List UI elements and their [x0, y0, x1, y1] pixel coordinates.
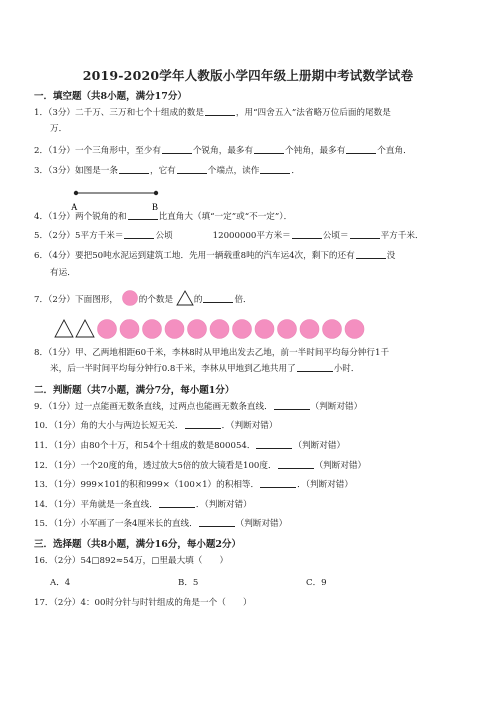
answer-blank[interactable] — [203, 293, 233, 303]
pink-circle-shape — [233, 320, 252, 339]
answer-blank[interactable] — [278, 459, 314, 469]
answer-blank[interactable] — [205, 106, 235, 116]
answer-blank[interactable] — [274, 400, 310, 410]
option-c[interactable]: C．9 — [306, 578, 327, 588]
endpoint-a — [74, 191, 78, 195]
triangle-shape — [76, 320, 94, 337]
label-a: A — [71, 202, 78, 212]
pink-circle-shape — [98, 320, 117, 339]
answer-blank[interactable] — [199, 517, 235, 527]
section-fill-blank-heading: 一．填空题（共8小题，满分17分） — [34, 91, 187, 102]
question-3: 3．（3分）如图是一条 ，它有 个端点，读作 ． — [34, 166, 300, 176]
question-14: 14．（1分）平角就是一条直线． ．（判断对错） — [34, 500, 252, 510]
pink-circle-shape — [188, 320, 207, 339]
answer-blank[interactable] — [254, 144, 284, 154]
question-6: 6．（4分）要把50吨水泥运到建筑工地．先用一辆载重8吨的汽车运4次，剩下的还有 没 — [34, 251, 396, 261]
answer-blank[interactable] — [185, 419, 221, 429]
question-16: 16．（2分）54□892≈54万，□里最大填（ ） — [34, 556, 229, 566]
question-17: 17．（2分）4：00时分针与时针组成的角是一个（ ） — [34, 598, 252, 608]
section-multiple-choice-heading: 三．选择题（共8小题，满分16分，每小题2分） — [34, 539, 241, 550]
answer-blank[interactable] — [159, 498, 195, 508]
question-6-continuation: 有运． — [50, 268, 76, 278]
answer-blank[interactable] — [260, 478, 296, 488]
question-9: 9．（1分）过一点能画无数条直线，过两点也能画无数条直线． （判断对错） — [34, 402, 363, 412]
pink-circle-shape — [323, 320, 342, 339]
option-a[interactable]: A．4 — [50, 578, 71, 588]
question-15: 15．（1分）小军画了一条4厘米长的直线． （判断对错） — [34, 519, 288, 529]
answer-blank[interactable] — [297, 362, 333, 372]
question-8: 8．（1分）甲、乙两地相距60千米，李林8时从甲地出发去乙地，前一半时间平均每分钟行1千 — [34, 348, 390, 358]
pink-circle-shape — [300, 320, 319, 339]
triangle-shape — [55, 320, 73, 337]
answer-blank[interactable] — [256, 439, 292, 449]
question-12: 12．（1分）一个20度的角，透过放大5倍的放大镜看是100度． （判断对错） — [34, 461, 367, 471]
pink-circle-shape — [210, 320, 229, 339]
label-b: B — [152, 202, 159, 212]
question-13: 13．（1分）999×101的积和999×（100×1）的积相等． ．（判断对错） — [34, 480, 353, 490]
answer-blank[interactable] — [124, 229, 154, 239]
pink-circle-shape — [120, 320, 139, 339]
triangle-icon — [176, 290, 194, 306]
question-7: 7．（2分）下面图形， 的个数是 的 倍． — [34, 290, 472, 308]
answer-blank[interactable] — [162, 144, 192, 154]
question-11: 11．（1分）由80个十万，和54个十组成的数是800054． （判断对错） — [34, 441, 346, 451]
question-2: 2．（1分）一个三角形中，至少有 个锐角，最多有 个钝角，最多有 个直角． — [34, 146, 412, 156]
pink-circle-shape — [255, 320, 274, 339]
pink-circle-icon — [121, 290, 139, 306]
pink-circle-shape — [345, 320, 364, 339]
option-b[interactable]: B．5 — [178, 578, 199, 588]
answer-blank[interactable] — [356, 249, 386, 259]
answer-blank[interactable] — [128, 210, 158, 220]
question-5: 5．（2分）5平方千米＝ 公顷 12000000平方米＝ 公顷＝ 平方千米． — [34, 231, 424, 241]
circle-group — [98, 320, 365, 339]
section-true-false-heading: 二．判断题（共7小题，满分7分，每小题1分） — [34, 385, 235, 396]
answer-blank[interactable] — [260, 164, 290, 174]
pink-circle-shape — [143, 320, 162, 339]
triangles-and-circles-figure — [54, 318, 384, 340]
question-10: 10．（1分）角的大小与两边长短无关． ．（判断对错） — [34, 421, 278, 431]
question-4: 4．（1分）两个锐角的和 比直角大（填“一定”或“不一定”）． — [34, 212, 293, 222]
answer-blank[interactable] — [346, 144, 376, 154]
answer-blank[interactable] — [119, 164, 149, 174]
endpoint-b — [154, 191, 158, 195]
shape-row — [54, 318, 384, 344]
exam-title: 2019-2020学年人教版小学四年级上册期中考试数学试卷 — [82, 68, 414, 83]
pink-circle-shape — [278, 320, 297, 339]
answer-blank[interactable] — [292, 229, 322, 239]
question-1: 1．（3分）二千万、三万和七个十组成的数是 ，用“四舍五入”法省略万位后面的尾数是 — [34, 108, 391, 118]
question-1-continuation: 万． — [50, 124, 68, 134]
question-8-continuation: 米，后一半时间平均每分钟行0.8千米，李林从甲地到乙地共用了 小时． — [50, 364, 360, 374]
pink-circle-shape — [165, 320, 184, 339]
answer-blank[interactable] — [177, 164, 207, 174]
answer-blank[interactable] — [350, 229, 380, 239]
